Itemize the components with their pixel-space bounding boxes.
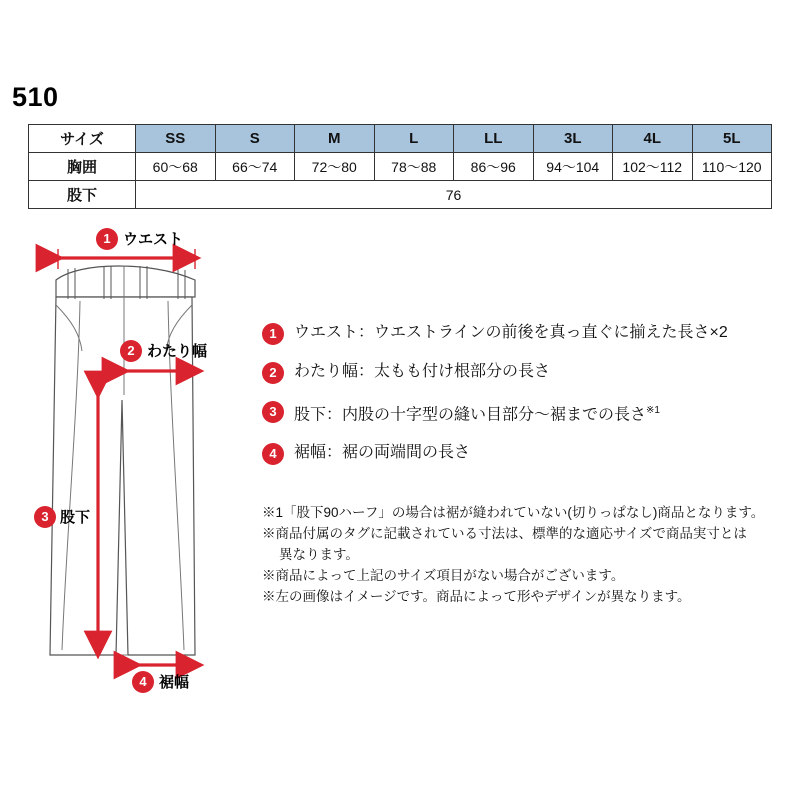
chest-s: 66〜74 xyxy=(215,153,295,181)
chest-ll: 86〜96 xyxy=(454,153,534,181)
table-header-size-m: M xyxy=(295,125,375,153)
badge-inseam: 3 xyxy=(34,506,56,528)
legend-item-waist xyxy=(262,322,782,345)
legend-text-3-main: 股下：内股の十字型の縫い目部分〜裾までの長さ xyxy=(294,406,647,424)
legend-text-3-sup: ※1 xyxy=(646,405,660,416)
table-header-size-ll: LL xyxy=(454,125,534,153)
legend-text-3 xyxy=(294,400,660,426)
legend-badge-3: 3 xyxy=(262,401,284,423)
legend-badge-1: 1 xyxy=(262,323,284,345)
badge-waist: 1 xyxy=(96,228,118,250)
table-header-size-4l: 4L xyxy=(613,125,693,153)
legend-badge-2: 2 xyxy=(262,362,284,384)
table-header-size-s: S xyxy=(215,125,295,153)
size-table xyxy=(28,124,772,209)
row-label-chest: 胸囲 xyxy=(29,153,136,181)
row-label-inseam: 股下 xyxy=(29,181,136,209)
pants-diagram-svg xyxy=(20,225,265,705)
label-thigh: わたり幅 xyxy=(147,343,208,360)
note-2 xyxy=(262,523,782,565)
legend-text-2: わたり幅：太もも付け根部分の長さ xyxy=(294,363,551,380)
label-hem: 裾幅 xyxy=(159,674,190,691)
legend-item-thigh xyxy=(262,361,782,384)
table-row xyxy=(29,153,772,181)
table-header-size-label: サイズ xyxy=(29,125,136,153)
label-inseam: 股下 xyxy=(60,509,91,526)
label-waist: ウエスト xyxy=(123,231,184,248)
chest-5l: 110〜120 xyxy=(692,153,772,181)
pants-illustration xyxy=(20,225,265,705)
note-1: ※1「股下90ハーフ」の場合は裾が縫われていない(切りっぱなし)商品となります。 xyxy=(262,505,765,520)
chest-3l: 94〜104 xyxy=(533,153,613,181)
legend-item-hem xyxy=(262,442,782,465)
chest-l: 78〜88 xyxy=(374,153,454,181)
badge-thigh: 2 xyxy=(120,340,142,362)
legend-text-1: ウエスト：ウエストラインの前後を真っ直ぐに揃えた長さ×2 xyxy=(294,324,728,341)
legend-badge-4: 4 xyxy=(262,443,284,465)
table-header-size-3l: 3L xyxy=(533,125,613,153)
badge-hem: 4 xyxy=(132,671,154,693)
table-header-size-l: L xyxy=(374,125,454,153)
note-2-line1: ※商品付属のタグに記載されている寸法は、標準的な適応サイズで商品実寸とは xyxy=(262,526,747,541)
product-code: 510 xyxy=(12,82,59,112)
note-4: ※左の画像はイメージです。商品によって形やデザインが異なります。 xyxy=(262,589,691,604)
notes-list xyxy=(262,502,782,607)
legend-text-4: 裾幅：裾の両端間の長さ xyxy=(294,444,471,462)
legend-list xyxy=(262,322,782,481)
chest-ss: 60〜68 xyxy=(136,153,216,181)
chest-m: 72〜80 xyxy=(295,153,375,181)
inseam-all-sizes: 76 xyxy=(136,181,772,209)
note-3: ※商品によって上記のサイズ項目がない場合がございます。 xyxy=(262,568,625,583)
note-2-line2: 異なります。 xyxy=(279,547,359,562)
legend-item-inseam xyxy=(262,400,782,426)
table-header-row xyxy=(29,125,772,153)
table-row xyxy=(29,181,772,209)
table-header-size-ss: SS xyxy=(136,125,216,153)
chest-4l: 102〜112 xyxy=(613,153,693,181)
table-header-size-5l: 5L xyxy=(692,125,772,153)
